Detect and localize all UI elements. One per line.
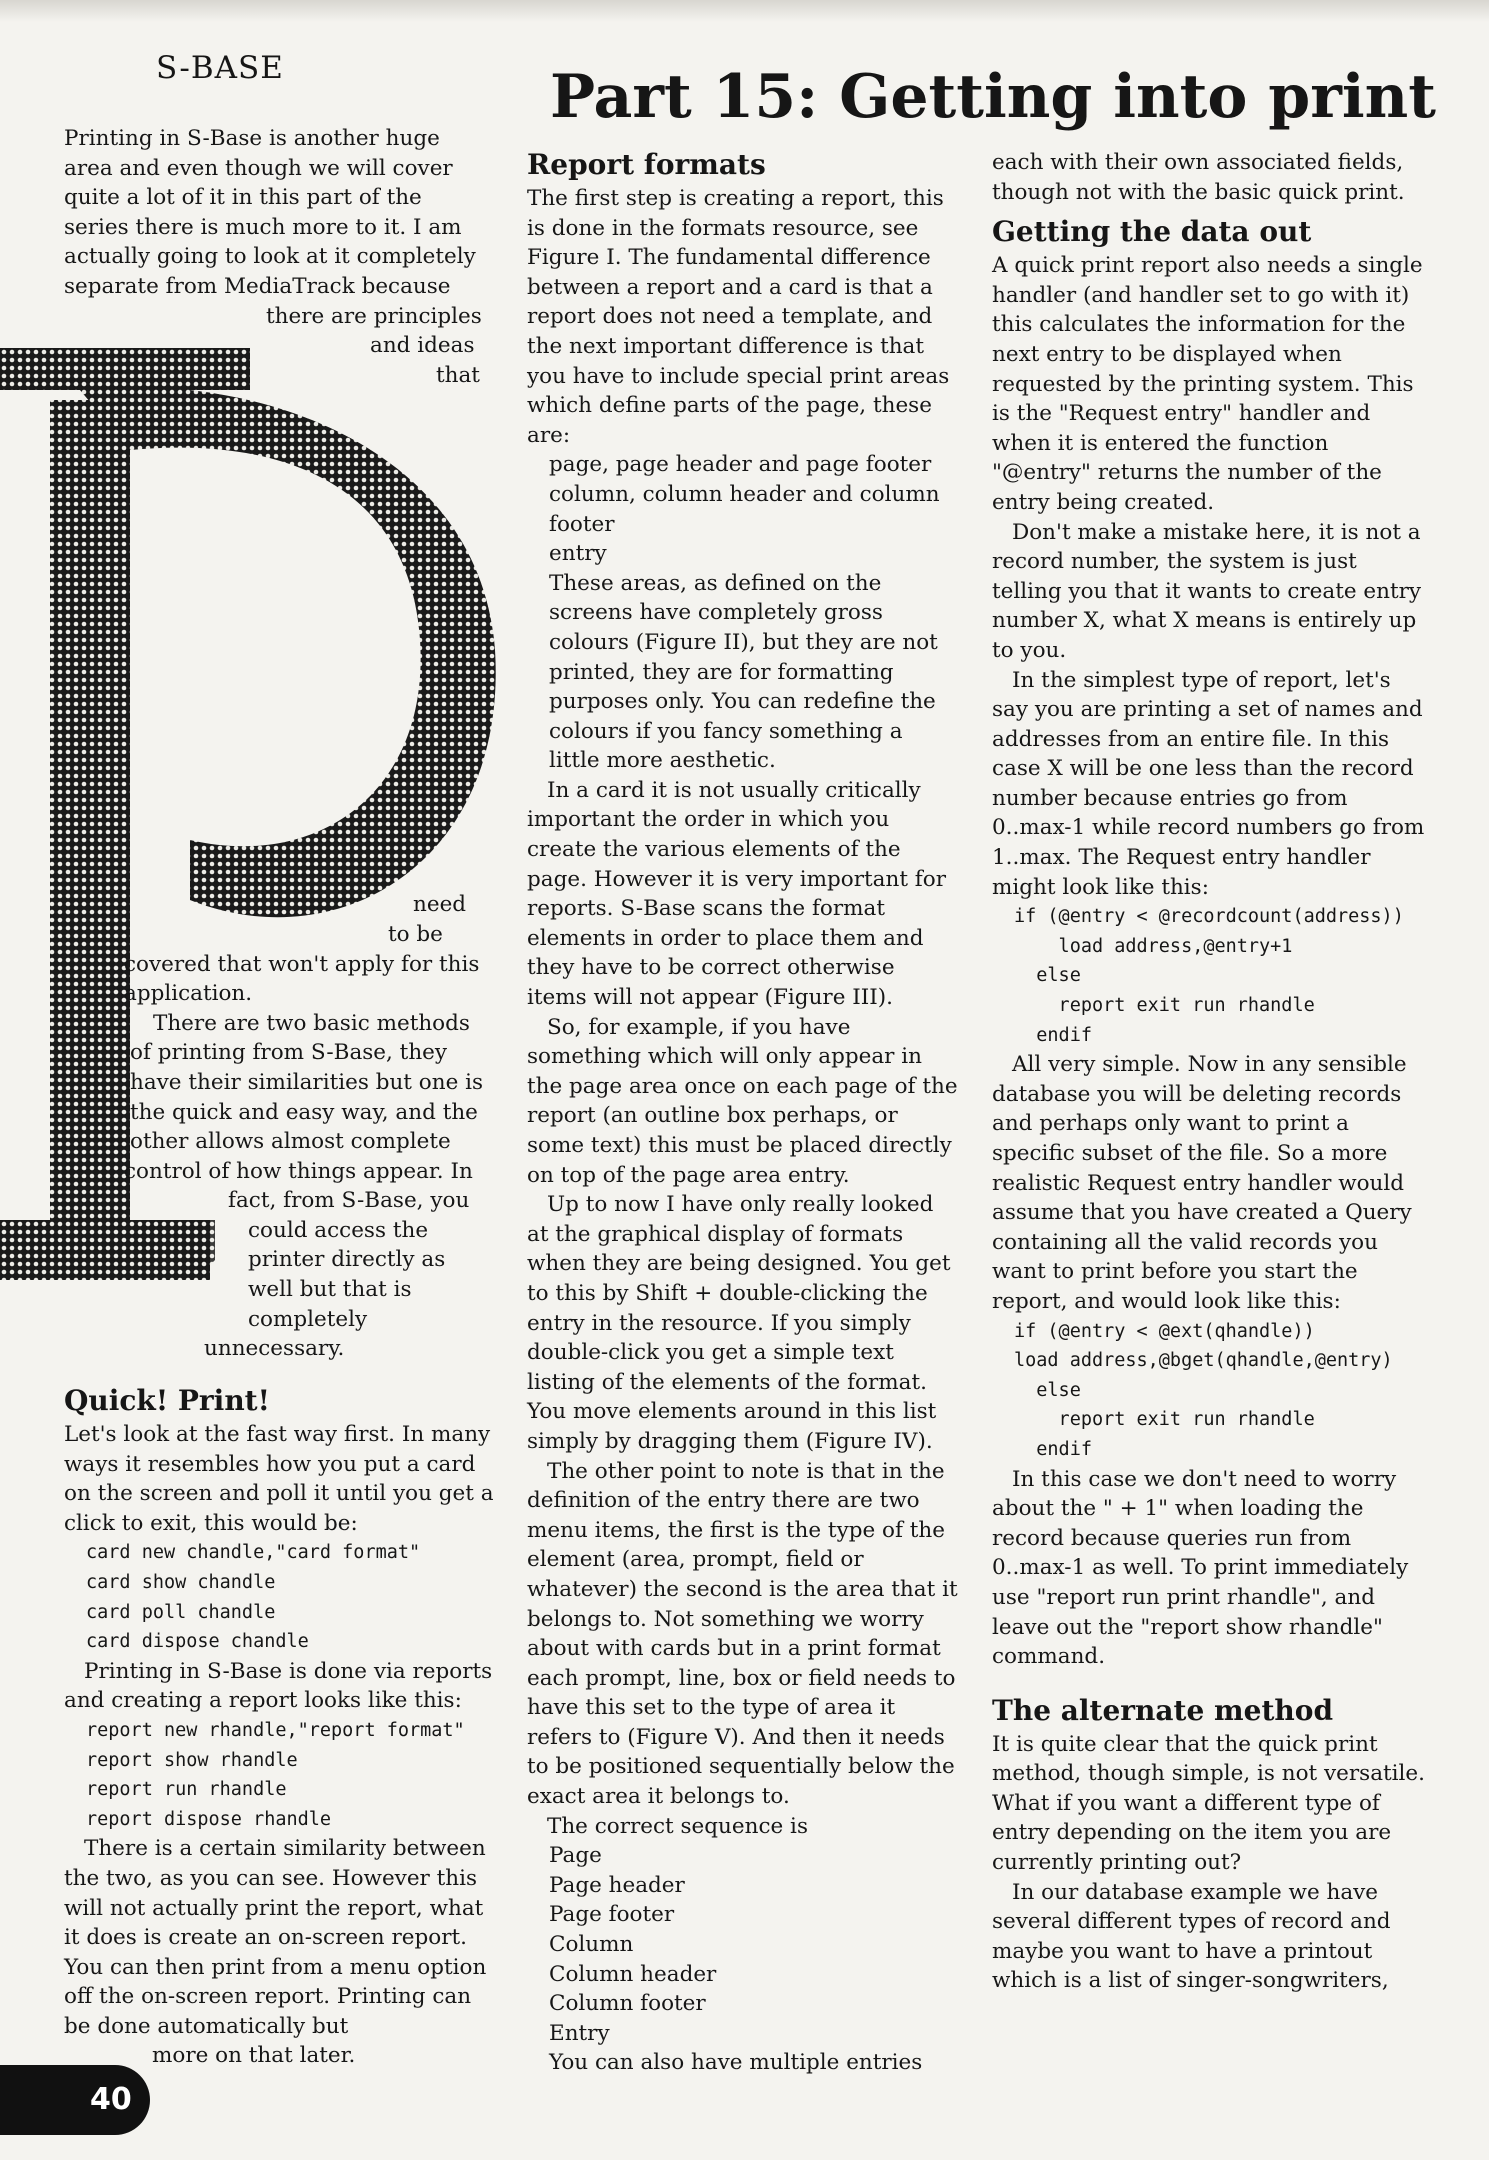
page-number: 40	[90, 2082, 132, 2117]
intro-line: to be	[388, 921, 443, 947]
sequence-item: Page	[549, 1843, 602, 1869]
heading-quick-print: Quick! Print!	[64, 1384, 270, 1417]
intro-line: There are two basic methods	[153, 1010, 470, 1036]
intro-line: printer directly as	[248, 1247, 446, 1273]
intro-line: well but that is	[248, 1277, 412, 1303]
paragraph: In the simplest type of report, let's say you are printing a set of names and addresses from an entire file. In this case X will be one less than the record number because entries go from 0..max-1 while record numbers go from 1..max. The Request entry handler might look like this:	[992, 667, 1425, 900]
intro-line: have their similarities but one is	[130, 1069, 484, 1095]
intro-line: fact, from S-Base, you	[228, 1188, 470, 1214]
heading-getting-data-out: Getting the data out	[992, 215, 1312, 249]
paragraph: The other point to note is that in the definition of the entry there are two menu items, the first is the type of the element (area, prompt, field or whatever) the second is the area that it belongs to. Not something we worry about with cards but in a print format each prompt, line, box or field needs to have this set to the type of area it refers to (Figure V). And then it needs to be positioned sequentially below the exact area it belongs to.	[527, 1458, 958, 1810]
column-1-quick-print	[64, 1376, 496, 2071]
article-title: Part 15: Getting into print	[550, 62, 1436, 132]
area-list-item: entry	[549, 541, 607, 567]
intro-line: quite a lot of it in this part of the	[64, 185, 422, 211]
intro-line: actually going to look at it completely	[64, 244, 476, 270]
paragraph: These areas, as defined on the screens have completely gross colours (Figure II), but they are not printed, they are for formatting purposes only. You can redefine the colours if you fancy something a little more aesthetic.	[549, 570, 938, 774]
intro-line: there are principles	[266, 303, 482, 329]
paragraph: Printing in S-Base is done via reports and creating a report looks like this:	[64, 1658, 493, 1714]
code-block-report: report new rhandle,"report format" report show rhandle report run rhandle report dispose rhandle	[86, 1719, 465, 1830]
paragraph: each with their own associated fields, though not with the basic quick print.	[992, 150, 1405, 205]
intro-line: Printing in S-Base is another huge	[64, 126, 440, 151]
sequence-item: Page footer	[549, 1902, 675, 1928]
page-number-tab	[0, 2065, 150, 2135]
drop-cap-space	[64, 390, 496, 890]
paragraph: In this case we don't need to worry about the " + 1" when loading the record because queries run from 0..max-1 as well. To print immediately use "report run print rhandle", and leave out the "report show rhandle" command.	[992, 1466, 1409, 1670]
code-block-query-handler: if (@entry < @ext(qhandle)) load address,@bget(qhandle,@entry) else report exit run rhandle endif	[1014, 1320, 1393, 1460]
paragraph-end: more on that later.	[152, 2043, 356, 2069]
sequence-item: You can also have multiple entries	[549, 2050, 923, 2076]
intro-line: application.	[124, 981, 253, 1007]
code-block-request-handler: if (@entry < @recordcount(address)) load address,@entry+1 else report exit run rhandle endif	[1014, 906, 1404, 1046]
paragraph: Up to now I have only really looked at the graphical display of formats when they are being designed. You get to this by Shift + double-clicking the entry in the resource. If you simply double-click you get a simple text listing of the elements of the format. You move elements around in this list simply by dragging them (Figure IV).	[527, 1192, 951, 1454]
intro-line: covered that won't apply for this	[124, 951, 480, 977]
intro-line: unnecessary.	[204, 1336, 345, 1362]
column-2	[527, 148, 959, 2078]
column-1-intro	[64, 124, 496, 1364]
paragraph: Let's look at the fast way first. In many ways it resembles how you put a card on the screen and poll it until you get a click to exit, this would be:	[64, 1422, 494, 1536]
paragraph: It is quite clear that the quick print method, though simple, is not versatile. What if you want a different type of entry depending on the item you are currently printing out?	[992, 1731, 1425, 1876]
heading-report-formats: Report formats	[527, 148, 766, 181]
sequence-item: Column	[549, 1932, 634, 1958]
sequence-item: Page header	[549, 1872, 685, 1898]
paragraph: In our database example we have several different types of record and maybe you want to have a printout which is a list of singer-songwriters,	[992, 1879, 1391, 1994]
intro-line: control of how things appear. In	[124, 1158, 473, 1184]
paragraph: The correct sequence is	[547, 1813, 808, 1839]
paragraph: All very simple. Now in any sensible database you will be deleting records and perhaps only want to print a specific subset of the file. So a more realistic Request entry handler would assume that you have created a Query containing all the valid records you want to print before you start the report, and would look like this:	[992, 1052, 1412, 1314]
sequence-item: Entry	[549, 2020, 610, 2046]
intro-line: completely	[248, 1306, 368, 1332]
area-list-item: page, page header and page footer	[549, 452, 932, 478]
intro-line: series there is much more to it. I am	[64, 214, 462, 240]
sequence-item: Column header	[549, 1961, 717, 1987]
column-3	[992, 148, 1428, 1996]
heading-alternate-method: The alternate method	[992, 1693, 1334, 1727]
series-header: S-BASE	[156, 50, 284, 86]
paragraph: So, for example, if you have something which will only appear in the page area once on each page of the report (an outline box perhaps, or some text) this must be placed directly on top of the page area entry.	[527, 1014, 958, 1188]
intro-line: and ideas	[370, 333, 475, 359]
paragraph: In a card it is not usually critically important the order in which you create the various elements of the page. However it is very important for reports. S-Base scans the format elements in order to place them and they have to be correct otherwise items will not appear (Figure III).	[527, 777, 946, 1011]
page-top-edge	[0, 0, 1489, 22]
intro-line: could access the	[248, 1217, 429, 1243]
intro-line: that	[436, 362, 480, 388]
code-block-card: card new chandle,"card format" card show chandle card poll chandle card dispose chandle	[86, 1542, 421, 1653]
intro-line: of printing from S-Base, they	[130, 1040, 448, 1066]
sequence-item: Column footer	[549, 1991, 706, 2017]
intro-line: area and even though we will cover	[64, 155, 453, 181]
intro-line: separate from MediaTrack because	[64, 273, 451, 299]
intro-line: the quick and easy way, and the	[130, 1099, 478, 1125]
paragraph: Don't make a mistake here, it is not a record number, the system is just telling you that it wants to create entry number X, what X means is entirely up to you.	[992, 519, 1422, 663]
paragraph: The first step is creating a report, this is done in the formats resource, see Figure I. The fundamental difference between a report and a card is that a report does not need a template, and the next important difference is that you have to include special print areas which define parts of the page, these are:	[527, 186, 950, 448]
paragraph: A quick print report also needs a single handler (and handler set to go with it) this calculates the information for the next entry to be displayed when requested by the printing system. This is the "Request entry" handler and when it is entered the function "@entry" returns the number of the entry being created.	[992, 253, 1423, 515]
area-list-item: column, column header and column footer	[549, 481, 940, 537]
paragraph: There is a certain similarity between the two, as you can see. However this will not actually print the report, what it does is create an on-screen report. You can then print from a menu option off the on-screen report. Printing can be done automatically but	[64, 1836, 487, 2039]
intro-line: other allows almost complete	[130, 1129, 451, 1155]
intro-line: need	[413, 892, 467, 918]
